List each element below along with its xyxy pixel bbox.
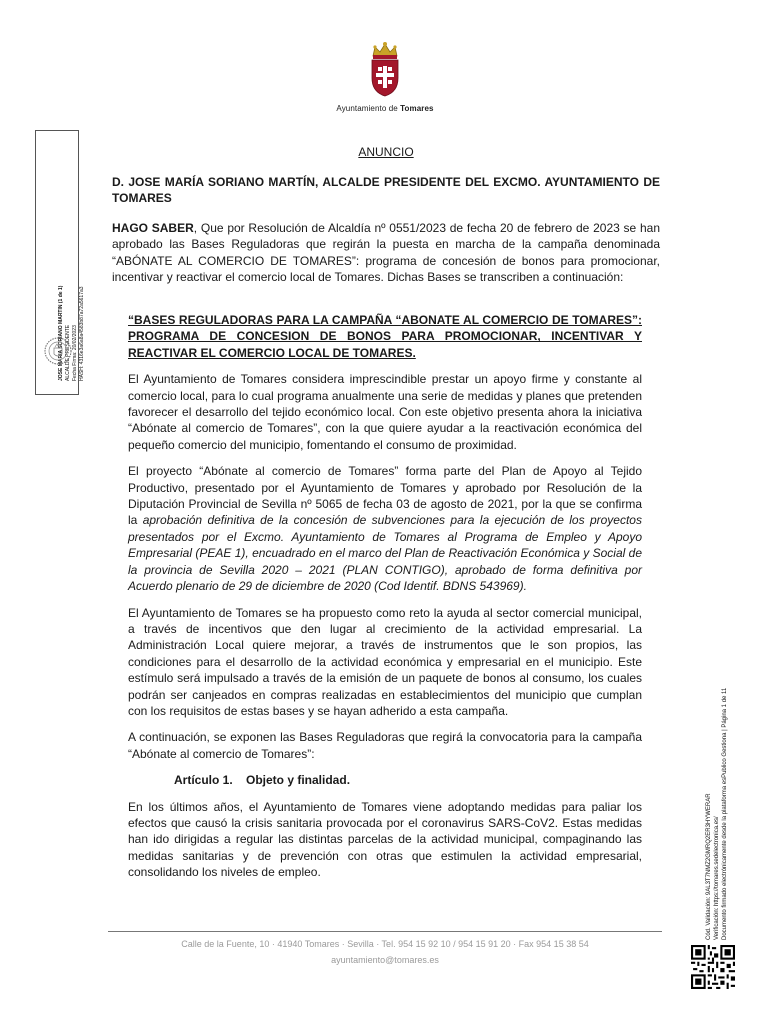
brand-name: Ayuntamiento de Tomares (336, 104, 434, 113)
bases-title: “BASES REGULADORAS PARA LA CAMPAÑA “ABONATE AL COMERCIO DE TOMARES”: PROGRAMA DE CONCESION DE BONOS PARA PROMOCIONAR, INCENTIVAR Y REACTIVAR EL COMERCIO LOCAL DE TOMARES. (128, 313, 642, 360)
document-title: D. JOSE MARÍA SORIANO MARTÍN, ALCALDE PRESIDENTE DEL EXCMO. AYUNTAMIENTO DE TOMARES (112, 175, 660, 206)
article-1-heading: Artículo 1. Objeto y finalidad. (174, 773, 351, 788)
verification-text: Cód. Validación: 9AL3T7NMZ2GMRQ2ER3HYWERAR Verificación: https://tomares.sedelectronica.es/ Documento firmado electrónicamente desde la plataforma esPublico Gestiona | Página 1 de 11 (706, 687, 728, 940)
paragraph-2: El proyecto “Abónate al comercio de Tomares” forma parte del Plan de Apoyo al Tejido Productivo, presentado por el Ayuntamiento de Tomares y aprobado por Resolución de la Diputación Provincial de Sevilla nº 5065 de fecha 03 de agosto de 2021, por la que se confirma la aprobación definitiva de la concesión de subvenciones para la ejecución de los proyectos presentados por el Excmo. Ayuntamiento de Tomares al Programa de Empleo y Apoyo Empresarial (PEAE 1), encuadrado en el marco del Plan de Reactivación Económica y Social de la provincia de Sevilla 2020 – 2021 (PLAN CONTIGO), aprobado de forma definitiva por Acuerdo plenario de 29 de diciembre de 2020 (Cod Identif. BDNS 543969). (128, 464, 642, 594)
coat-of-arms-logo (365, 40, 405, 98)
signature-text: JOSE MARIA SORIANO MARTIN (1 de 1) ALCALDE PRESIDENTE Fecha Firma: 20/02/2023 HASH: 4316e3a6a8a4583b87a72a5617a3 (58, 285, 85, 381)
paragraph-5: En los últimos años, el Ayuntamiento de Tomares viene adoptando medidas para paliar los efectos que causó la crisis sanitaria provocada por el coronavirus SARS-CoV2. Estas medidas han ido dirigidas a regular las distintas parcelas de la actividad municipal, compaginando las medidas sanitarias y de prevención con otras que estimulen la actividad empresarial, consolidando los niveles de empleo. (128, 799, 642, 880)
page-header (0, 40, 770, 113)
bases-section (128, 312, 642, 891)
paragraph-1: El Ayuntamiento de Tomares considera imprescindible prestar un apoyo firme y constante al comercio local, para lo cual programa anualmente una serie de medidas y planes que pretenden favorecer el desarrollo del tejido económico local. Con este objetivo presenta ahora la iniciativa “Abónate al comercio de Tomares”, con la que quiere ayudar a la reactivación económica del pequeño comercio del municipio, fomentando el consumo de proximidad. (128, 372, 642, 452)
intro-paragraph: HAGO SABER, Que por Resolución de Alcaldía nº 0551/2023 de fecha 20 de febrero de 2023 se han aprobado las Bases Reguladoras que regirán la puesta en marcha de la campaña denominada “ABÓNATE AL COMERCIO DE TOMARES”: programa de concesión de bonos para promocionar, incentivar y reactivar el comercio local de Tomares. Dichas Bases se transcriben a continuación: (112, 221, 661, 285)
footer-email[interactable]: ayuntamiento@tomares.es (331, 955, 439, 965)
paragraph-4: A continuación, se exponen las Bases Reguladoras que regirá la convocatoria para la campaña “Abónate al comercio de Tomares”: (128, 730, 642, 761)
official-seal-icon (43, 336, 73, 366)
footer-address: Calle de la Fuente, 10 · 41940 Tomares · Sevilla · Tel. 954 15 92 10 / 954 15 91 20 · Fax 954 15 38 54 (181, 939, 589, 949)
qr-code-icon[interactable] (691, 945, 735, 989)
signature-box (35, 130, 85, 395)
paragraph-3: El Ayuntamiento de Tomares se ha propuesto como reto la ayuda al sector comercial municipal, a través de incentivos que den lugar al crecimiento de la actividad empresarial. La Administración Local quiere mejorar, a través de instrumentos que le son propios, las condiciones para el desarrollo de la actividad económica y empresarial en el municipio. Este estímulo será impulsado a través de la emisión de un paquete de bonos al consumo, los cuales podrán ser canjeados en compras realizadas en establecimientos del municipio que cumplan con los requisitos de estas bases y se hayan adherido a esta campaña. (128, 605, 642, 718)
anuncio-heading: ANUNCIO (358, 145, 414, 159)
footer-divider (108, 931, 662, 932)
page-footer (108, 936, 662, 968)
